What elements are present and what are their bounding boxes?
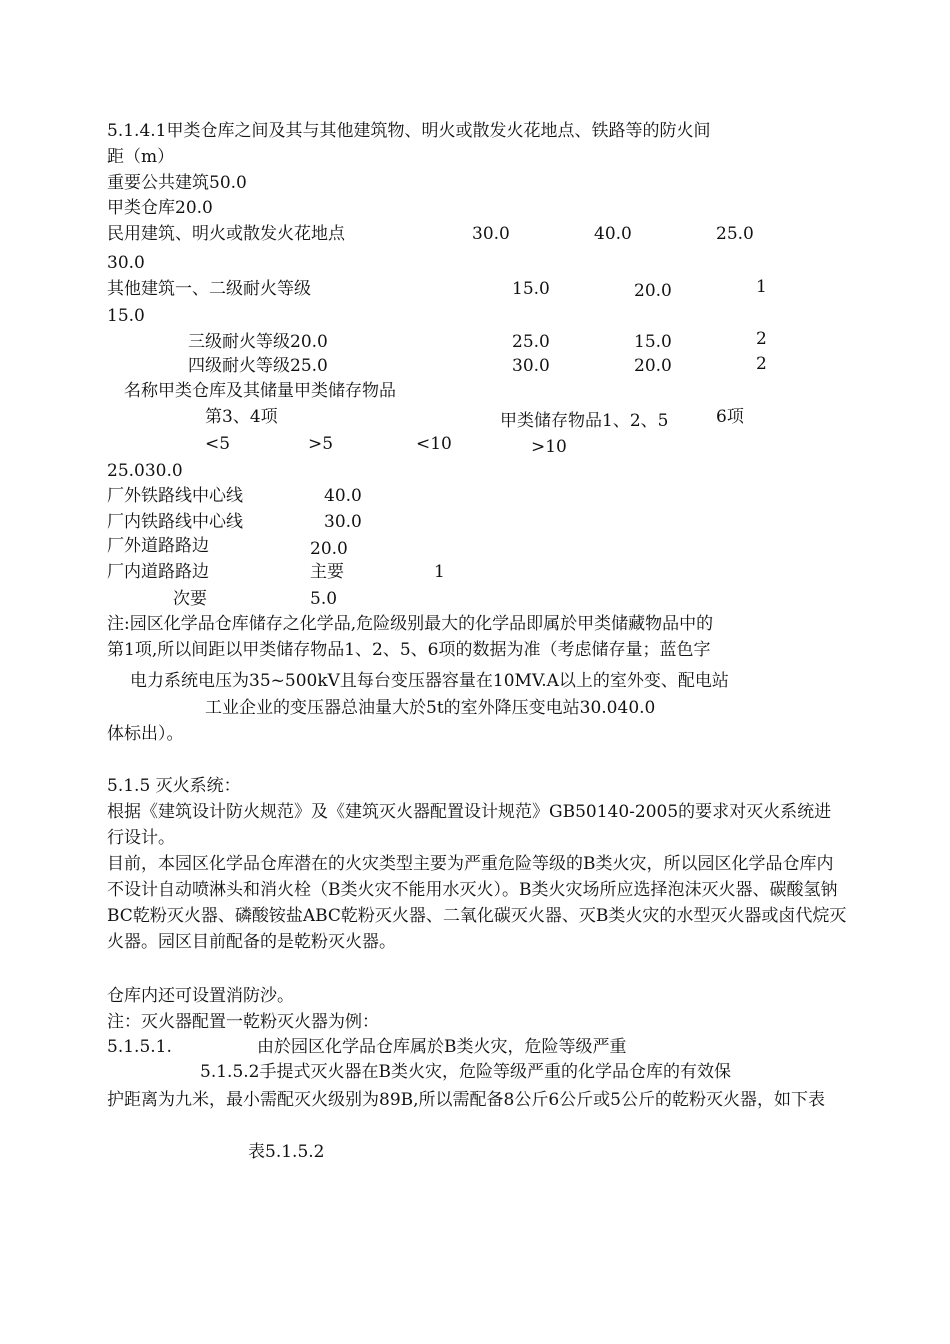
row-road-inside-main: 主要 [310,562,344,582]
item-5151-text: 由於园区化学品仓库属於B类火灾，危险等级严重 [257,1037,627,1057]
row-power-station: 电力系统电压为35~500kV且每台变压器容量在10MV.A以上的室外变、配电站 [130,671,729,691]
item-5152-line-1: 5.1.5.2手提式灭火器在B类火灾，危险等级严重的化学品仓库的有效保 [200,1062,731,1082]
row-road-secondary-value: 5.0 [310,589,338,609]
row-grade3-value-1: 25.0 [512,332,550,352]
item-5152-rest: 护距离为九米，最小需配灭火级别为89B,所以需配备8公斤6公斤或5公斤的乾粉灭火器，如下表 [107,1090,825,1110]
row-other-value-1: 15.0 [512,279,550,299]
row-rail-outside-label: 厂外铁路线中心线 [107,486,243,506]
section-heading-5141-cont: 距（m） [107,147,175,167]
row-civil-value-1: 30.0 [472,224,510,244]
table-header-gt5: >5 [308,434,334,454]
row-civil-value-3: 25.0 [716,224,754,244]
table-header-lt10: <10 [416,434,452,454]
row-civil-value-4: 30.0 [107,253,145,273]
table-header-name: 名称甲类仓库及其储量甲类储存物品 [124,381,396,401]
row-25-30: 25.030.0 [107,461,183,481]
row-class-a-warehouse: 甲类仓库20.0 [107,198,213,218]
row-rail-inside-label: 厂内铁路线中心线 [107,512,243,532]
table-header-gt10: >10 [531,437,567,457]
note-line-2: 第1项,所以间距以甲类储存物品1、2、5、6项的数据为准（考虑储存量；蓝色字 [107,640,711,660]
row-industrial-substation: 工业企业的变压器总油量大於5t的室外降压变电站30.040.0 [205,698,656,718]
row-grade4-value-1: 30.0 [512,356,550,376]
row-road-outside-value: 20.0 [310,539,348,559]
table-header-item-6: 6项 [716,407,744,427]
row-road-inside-label: 厂内道路路边 [107,562,209,582]
paragraph-extinguisher-note: 注：灭火器配置一乾粉灭火器为例： [107,1012,379,1032]
section-heading-5141: 5.1.4.1甲类仓库之间及其与其他建筑物、明火或散发火花地点、铁路等的防火间 [107,121,711,141]
row-grade3-value-2: 15.0 [634,332,672,352]
row-grade4-label: 四级耐火等级25.0 [188,356,328,376]
row-rail-outside-value: 40.0 [324,486,362,506]
table-header-lt5: <5 [205,434,231,454]
table-header-items-1256: 甲类储存物品1、2、5 [500,411,669,431]
row-other-label: 其他建筑一、二级耐火等级 [107,279,311,299]
paragraph-fire-sand: 仓库内还可设置消防沙。 [107,986,294,1006]
table-header-items-34: 第3、4项 [205,407,278,427]
row-grade3-value-3: 2 [756,329,767,349]
row-road-outside-label: 厂外道路路边 [107,536,209,556]
note-end: 体标出）。 [107,724,184,744]
row-other-value-2: 20.0 [634,281,672,301]
row-other-value-4: 15.0 [107,306,145,326]
row-grade4-value-3: 2 [756,354,767,374]
paragraph-standards: 根据《建筑设计防火规范》及《建筑灭火器配置设计规范》GB50140-2005的要求对灭火系统进行设计。 [107,802,832,848]
section-heading-515: 5.1.5 灭火系统： [107,776,241,796]
item-5151-number: 5.1.5.1. [107,1037,172,1057]
row-grade3-label: 三级耐火等级20.0 [188,332,328,352]
row-civil-value-2: 40.0 [594,224,632,244]
row-rail-inside-value: 30.0 [324,512,362,532]
table-caption: 表5.1.5.2 [248,1142,325,1162]
row-other-value-3: 1 [756,277,767,297]
row-road-inside-main-value: 1 [434,562,445,582]
note-line-1: 注:园区化学品仓库储存之化学品,危险级别最大的化学品即属於甲类储藏物品中的 [107,614,714,634]
row-road-secondary-label: 次要 [173,589,207,609]
row-grade4-value-2: 20.0 [634,356,672,376]
paragraph-fire-type: 目前，本园区化学品仓库潜在的火灾类型主要为严重危险等级的B类火灾，所以园区化学品仓库内不设计自动喷淋头和消火栓（B类火灾不能用水灭火）。B类火灾场所应选择泡沫灭火器、碳酸氢钠BC乾粉灭火器、磷酸铵盐ABC乾粉灭火器、二氧化碳灭火器、灭B类火灾的水型灭火器或卤代烷灭火器。园区目前配备的是乾粉灭火器。 [107,854,847,952]
row-civil-label: 民用建筑、明火或散发火花地点 [107,224,345,244]
row-important-public: 重要公共建筑50.0 [107,173,247,193]
